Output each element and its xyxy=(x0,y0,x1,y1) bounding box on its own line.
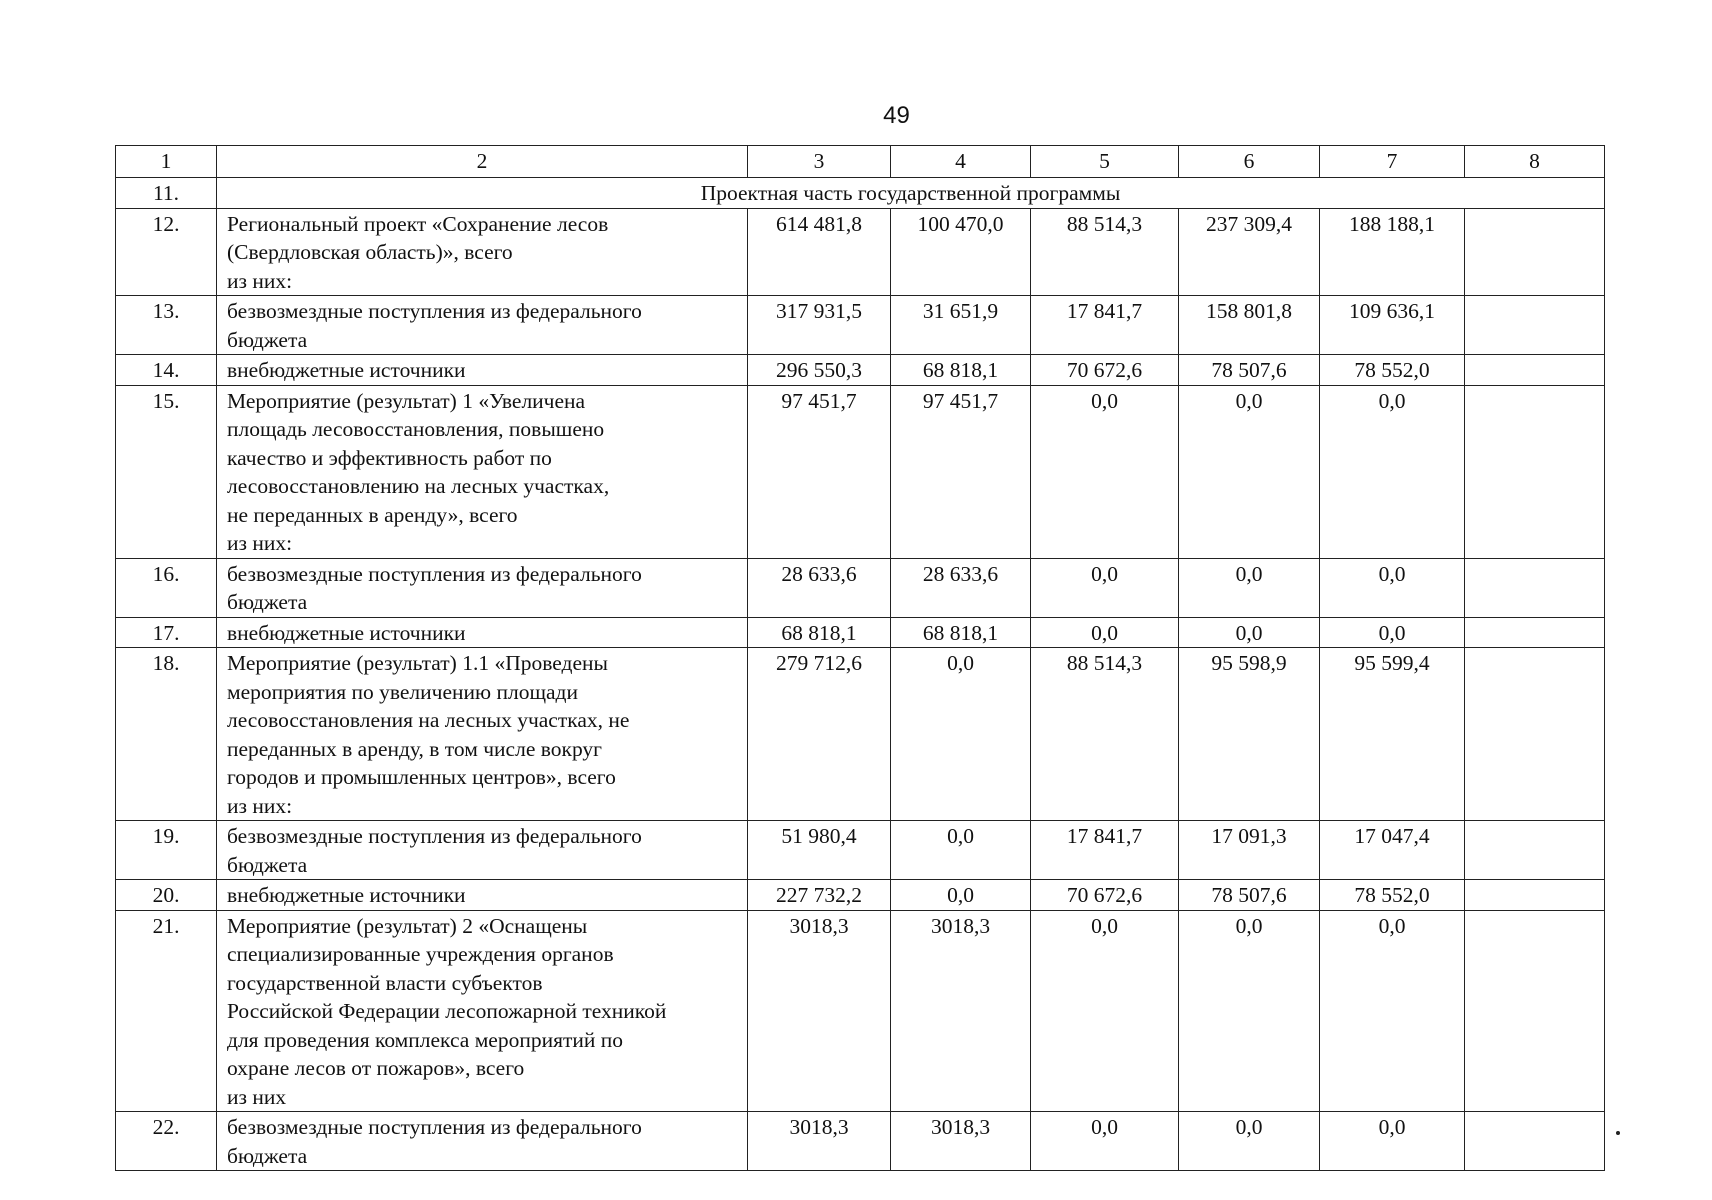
value-cell-c6: 0,0 xyxy=(1179,558,1320,617)
row-number: 12. xyxy=(116,208,217,296)
description-line: городов и промышленных центров», всего xyxy=(227,765,616,789)
row-number: 21. xyxy=(116,910,217,1112)
description-line: бюджета xyxy=(227,327,308,352)
value-cell-c5: 0,0 xyxy=(1031,558,1179,617)
row-description xyxy=(217,296,748,355)
column-header: 2 xyxy=(217,146,748,178)
value-cell-c6: 95 598,9 xyxy=(1179,648,1320,821)
description-line: внебюджетные источники xyxy=(227,883,466,907)
description-line: Мероприятие (результат) 1 «Увеличена xyxy=(227,388,586,413)
value-cell-c6: 0,0 xyxy=(1179,1112,1320,1171)
value-cell-c8 xyxy=(1465,385,1605,558)
budget-table xyxy=(115,145,1605,1171)
value-cell-c8 xyxy=(1465,208,1605,296)
row-description xyxy=(217,558,748,617)
section-title: Проектная часть государственной программы xyxy=(217,178,1605,209)
value-cell-c5: 0,0 xyxy=(1031,617,1179,648)
value-cell-c6: 237 309,4 xyxy=(1179,208,1320,296)
row-description xyxy=(217,648,748,821)
description-line: безвозмездные поступления из федерального xyxy=(227,299,642,323)
description-line: из них: xyxy=(227,793,293,818)
description-line: охране лесов от пожаров», всего xyxy=(227,1056,525,1080)
page-number: 49 xyxy=(883,102,910,129)
table-row xyxy=(116,880,1605,911)
description-line: внебюджетные источники xyxy=(227,620,466,645)
description-line: лесовосстановления на лесных участках, не xyxy=(227,708,630,732)
description-line: безвозмездные поступления из федерального xyxy=(227,824,642,848)
table-row xyxy=(116,355,1605,386)
description-line: мероприятия по увеличению площади xyxy=(227,679,578,704)
value-cell-c4: 68 818,1 xyxy=(891,355,1031,386)
value-cell-c4: 97 451,7 xyxy=(891,385,1031,558)
table-row xyxy=(116,648,1605,821)
description-line: площадь лесовосстановления, повышено xyxy=(227,417,605,441)
value-cell-c7: 188 188,1 xyxy=(1320,208,1465,296)
value-cell-c4: 0,0 xyxy=(891,648,1031,821)
value-cell-c4: 0,0 xyxy=(891,821,1031,880)
value-cell-c7: 78 552,0 xyxy=(1320,355,1465,386)
section-row xyxy=(116,178,1605,209)
value-cell-c4: 68 818,1 xyxy=(891,617,1031,648)
value-cell-c7: 17 047,4 xyxy=(1320,821,1465,880)
value-cell-c8 xyxy=(1465,880,1605,911)
value-cell-c4: 31 651,9 xyxy=(891,296,1031,355)
value-cell-c8 xyxy=(1465,558,1605,617)
description-line: (Свердловская область)», всего xyxy=(227,240,513,264)
value-cell-c3: 3018,3 xyxy=(748,1112,891,1171)
description-line: из них: xyxy=(227,531,293,555)
value-cell-c5: 0,0 xyxy=(1031,385,1179,558)
column-header: 4 xyxy=(891,146,1031,178)
value-cell-c5: 17 841,7 xyxy=(1031,821,1179,880)
row-number: 15. xyxy=(116,385,217,558)
row-number: 11. xyxy=(116,178,217,209)
value-cell-c5: 70 672,6 xyxy=(1031,880,1179,911)
row-description xyxy=(217,910,748,1112)
value-cell-c3: 296 550,3 xyxy=(748,355,891,386)
description-line: не переданных в аренду», всего xyxy=(227,502,518,527)
row-number: 16. xyxy=(116,558,217,617)
value-cell-c3: 614 481,8 xyxy=(748,208,891,296)
row-description xyxy=(217,208,748,296)
row-number: 19. xyxy=(116,821,217,880)
description-line: бюджета xyxy=(227,1143,308,1168)
value-cell-c5: 88 514,3 xyxy=(1031,648,1179,821)
row-description xyxy=(217,385,748,558)
table-row xyxy=(116,208,1605,296)
row-description xyxy=(217,355,748,386)
value-cell-c7: 0,0 xyxy=(1320,558,1465,617)
value-cell-c8 xyxy=(1465,296,1605,355)
value-cell-c5: 0,0 xyxy=(1031,1112,1179,1171)
value-cell-c4: 0,0 xyxy=(891,880,1031,911)
value-cell-c7: 109 636,1 xyxy=(1320,296,1465,355)
row-description xyxy=(217,1112,748,1171)
description-line: из них: xyxy=(227,268,293,293)
value-cell-c6: 0,0 xyxy=(1179,617,1320,648)
table-row xyxy=(116,558,1605,617)
value-cell-c3: 317 931,5 xyxy=(748,296,891,355)
value-cell-c8 xyxy=(1465,355,1605,386)
value-cell-c7: 0,0 xyxy=(1320,617,1465,648)
value-cell-c5: 88 514,3 xyxy=(1031,208,1179,296)
description-line: лесовосстановлению на лесных участках, xyxy=(227,474,610,498)
row-number: 17. xyxy=(116,617,217,648)
row-description xyxy=(217,617,748,648)
description-line: Российской Федерации лесопожарной техникой xyxy=(227,999,667,1023)
value-cell-c7: 0,0 xyxy=(1320,1112,1465,1171)
value-cell-c3: 227 732,2 xyxy=(748,880,891,911)
value-cell-c5: 17 841,7 xyxy=(1031,296,1179,355)
column-header: 6 xyxy=(1179,146,1320,178)
row-number: 22. xyxy=(116,1112,217,1171)
table-row xyxy=(116,821,1605,880)
column-header: 1 xyxy=(116,146,217,178)
description-line: безвозмездные поступления из федерального xyxy=(227,1115,642,1139)
value-cell-c7: 95 599,4 xyxy=(1320,648,1465,821)
row-number: 13. xyxy=(116,296,217,355)
column-header: 8 xyxy=(1465,146,1605,178)
value-cell-c4: 28 633,6 xyxy=(891,558,1031,617)
row-number: 14. xyxy=(116,355,217,386)
value-cell-c8 xyxy=(1465,910,1605,1112)
value-cell-c8 xyxy=(1465,617,1605,648)
value-cell-c6: 158 801,8 xyxy=(1179,296,1320,355)
row-number: 18. xyxy=(116,648,217,821)
value-cell-c7: 0,0 xyxy=(1320,385,1465,558)
value-cell-c8 xyxy=(1465,1112,1605,1171)
column-header: 3 xyxy=(748,146,891,178)
row-number: 20. xyxy=(116,880,217,911)
column-number-row xyxy=(116,146,1605,178)
description-line: безвозмездные поступления из федерального xyxy=(227,561,642,586)
table-row xyxy=(116,385,1605,558)
value-cell-c4: 3018,3 xyxy=(891,1112,1031,1171)
value-cell-c5: 0,0 xyxy=(1031,910,1179,1112)
column-header: 5 xyxy=(1031,146,1179,178)
table-row xyxy=(116,617,1605,648)
description-line: бюджета xyxy=(227,590,308,614)
value-cell-c8 xyxy=(1465,821,1605,880)
value-cell-c6: 78 507,6 xyxy=(1179,880,1320,911)
value-cell-c3: 97 451,7 xyxy=(748,385,891,558)
description-line: переданных в аренду, в том числе вокруг xyxy=(227,736,602,761)
value-cell-c5: 70 672,6 xyxy=(1031,355,1179,386)
description-line: качество и эффективность работ по xyxy=(227,445,552,470)
value-cell-c3: 51 980,4 xyxy=(748,821,891,880)
value-cell-c3: 68 818,1 xyxy=(748,617,891,648)
description-line: Мероприятие (результат) 1.1 «Проведены xyxy=(227,651,608,675)
description-line: бюджета xyxy=(227,852,308,877)
value-cell-c3: 279 712,6 xyxy=(748,648,891,821)
value-cell-c7: 78 552,0 xyxy=(1320,880,1465,911)
value-cell-c6: 17 091,3 xyxy=(1179,821,1320,880)
description-line: специализированные учреждения органов xyxy=(227,942,614,966)
description-line: внебюджетные источники xyxy=(227,358,466,382)
value-cell-c4: 100 470,0 xyxy=(891,208,1031,296)
stray-dot xyxy=(1616,1131,1620,1135)
value-cell-c6: 78 507,6 xyxy=(1179,355,1320,386)
description-line: Региональный проект «Сохранение лесов xyxy=(227,211,609,236)
description-line: государственной власти субъектов xyxy=(227,970,543,995)
description-line: для проведения комплекса мероприятий по xyxy=(227,1027,624,1052)
table-row xyxy=(116,910,1605,1112)
column-header: 7 xyxy=(1320,146,1465,178)
value-cell-c8 xyxy=(1465,648,1605,821)
value-cell-c7: 0,0 xyxy=(1320,910,1465,1112)
value-cell-c6: 0,0 xyxy=(1179,910,1320,1112)
value-cell-c3: 3018,3 xyxy=(748,910,891,1112)
value-cell-c6: 0,0 xyxy=(1179,385,1320,558)
value-cell-c4: 3018,3 xyxy=(891,910,1031,1112)
table-row xyxy=(116,1112,1605,1171)
value-cell-c3: 28 633,6 xyxy=(748,558,891,617)
row-description xyxy=(217,880,748,911)
description-line: из них xyxy=(227,1084,287,1109)
description-line: Мероприятие (результат) 2 «Оснащены xyxy=(227,913,588,938)
table-row xyxy=(116,296,1605,355)
row-description xyxy=(217,821,748,880)
